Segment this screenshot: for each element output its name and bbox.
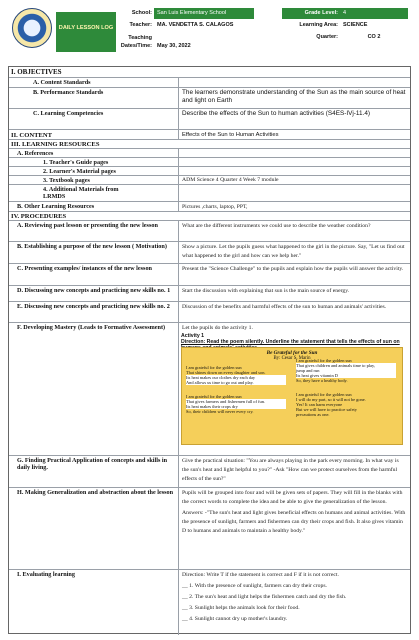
lesson-table <box>8 66 411 634</box>
poem-stanza-2: I am grateful for the golden sun That gives farmers and fishermen full of fun. Its heat makes their crops dry So, their children will never every cry. <box>186 394 286 414</box>
dates-label: Teaching Dates/Time: <box>120 35 152 49</box>
procedure-f-label: F. Developing Mastery (Leads to Formative Assessment) <box>17 324 166 331</box>
procedure-h-value-1: Pupils will be grouped into four and will be given sets of papers. They will fill in the blanks with the correct words to complete the idea and be able to give the generalization of the lesson. <box>182 490 403 505</box>
quarter-value: CO 2 <box>367 34 381 40</box>
performance-standards-row <box>9 87 410 108</box>
procedure-b-label: B. Establishing a purpose of the new lesson ( Motivation) <box>17 243 167 250</box>
procedure-h-row <box>9 487 410 569</box>
competencies-label: C. Learning Competencies <box>33 110 104 117</box>
textbook-value: ADM Science 4 Quarter 4 Week 7 module <box>182 177 279 183</box>
additional-row <box>9 184 410 201</box>
content-row <box>9 129 410 139</box>
procedure-e-row <box>9 301 410 322</box>
textbook-label: 3. Textbook pages <box>43 177 90 184</box>
content-standards-row <box>9 77 410 87</box>
poem-stanza-4: I am grateful for the golden sun I will do my part, so it will not be gone. Yes! It can harm everyone But we will have to practice safety precautions as one. <box>296 392 366 417</box>
competencies-value: Describe the effects of the Sun to human activities (S4ES-IVj-11.4) <box>182 110 371 117</box>
teacher-label: Teacher: <box>129 22 152 28</box>
procedure-d-value: Start the discussion with explaining that sun is the main source of energy. <box>182 288 350 294</box>
content-value: Effects of the Sun to Human Activities <box>182 132 279 138</box>
header <box>10 8 408 64</box>
evaluation-item: __ 3. Sunlight helps the animals look for their food. <box>182 605 300 611</box>
poem-author: By: Cesar S. Marin <box>273 356 311 361</box>
resources-row <box>9 139 410 148</box>
objectives-row <box>9 67 410 77</box>
procedure-e-label: E. Discussing new concepts and practicing new skills no. 2 <box>17 303 170 310</box>
procedure-d-row <box>9 285 410 301</box>
poem-stanza-3: I am grateful for the golden sun That gives children and animals time to play, jump and run Its heat gives vitamin D So, they have a healthy body. <box>296 358 396 383</box>
procedure-a-label: A. Reviewing past lesson or presenting the new lesson <box>17 222 158 229</box>
procedure-i-label: I. Evaluating learning <box>17 571 75 578</box>
procedure-i-row <box>9 569 410 635</box>
procedure-f-row <box>9 322 410 455</box>
procedure-i-direction: Direction: Write T if the statement is correct and F if it is not correct. <box>182 572 339 578</box>
teacher-value: MA. VENDETTA S. CALAGOS <box>157 22 234 28</box>
competencies-row <box>9 108 410 129</box>
grade-value: 4 <box>340 8 408 19</box>
procedure-h-label: H. Making Generalization and abstraction about the lesson <box>17 489 174 496</box>
procedure-b-row <box>9 241 410 263</box>
performance-standards-label: B. Performance Standards <box>33 89 104 96</box>
additional-label: 4. Additional Materials from LRMDS <box>43 186 119 201</box>
evaluation-item: __ 2. The sun's heat and light helps the fishermen catch and dry the fish. <box>182 594 347 600</box>
textbook-row <box>9 175 410 184</box>
poem-title: Be Grateful for the Sun <box>266 350 318 356</box>
content-standards-label: A. Content Standards <box>33 79 91 86</box>
lm-label: 2. Learner's Material pages <box>43 168 116 175</box>
deped-seal-icon <box>12 8 52 48</box>
content-heading: II. CONTENT <box>11 132 53 139</box>
other-resources-row <box>9 201 410 211</box>
objectives-heading: I. OBJECTIVES <box>11 68 62 76</box>
activity-title: Activity 1 <box>181 333 205 339</box>
procedure-b-value: Show a picture. Let the pupils guess what happened to the girl in the picture. Say, "Let us find out what happened to the girl and how can we help her." <box>182 244 405 259</box>
dates-value: May 30, 2022 <box>157 43 191 49</box>
activity-box <box>181 333 403 455</box>
procedure-h-value-2: Answers: -"The sun's heat and light gives beneficial effects on humans and animal activities. With the presence of sunlight, farmers and fishermen can dry their crops and fish. It also gives vitamin D to humans and animals to maintain a healthy body." <box>182 510 406 534</box>
references-row <box>9 148 410 157</box>
grade-label: Grade Level: <box>282 8 340 19</box>
procedure-c-row <box>9 263 410 285</box>
procedure-a-value: What are the different instruments we could use to describe the weather condition? <box>182 223 371 229</box>
references-label: A. References <box>17 150 54 157</box>
procedures-heading: IV. PROCEDURES <box>11 213 67 220</box>
poem-box <box>181 347 403 445</box>
performance-standards-value: The learners demonstrate understanding of the Sun as the main source of heat and light on Earth <box>182 89 406 105</box>
school-value: San Luis Elementary School <box>154 8 254 19</box>
procedure-d-label: D. Discussing new concepts and practicing new skills no. 1 <box>17 287 171 294</box>
procedures-row <box>9 211 410 220</box>
tg-label: 1. Teacher's Guide pages <box>43 159 109 166</box>
activity-instruction: Direction: Read the poem silently. Underline the statement that tells the effects of sun on <box>181 339 400 345</box>
procedure-c-label: C. Presenting examples/ instances of the new lesson <box>17 265 152 272</box>
procedure-e-value: Discussion of the benefits and harmful effects of the sun to human and animals' activities. <box>182 304 387 310</box>
other-resources-value: Pictures ,charts, laptop, PPT, <box>182 204 248 210</box>
poem-stanza-1: I am grateful for the golden sun That shines down on every daughter and son. Its heat makes our clothes dry each day And allows us time to go out and play. <box>186 365 286 385</box>
other-resources-label: B. Other Learning Resources <box>17 203 95 210</box>
procedure-g-row <box>9 455 410 487</box>
evaluation-item: __ 1. With the presence of sunlight, farmers can dry their crops. <box>182 583 327 589</box>
school-label: School: <box>131 10 152 16</box>
tg-row <box>9 157 410 166</box>
daily-lesson-log-badge: DAILY LESSON LOG <box>56 12 116 52</box>
lm-row <box>9 166 410 175</box>
area-value: SCIENCE <box>343 22 368 28</box>
area-label: Learning Area: <box>299 22 338 28</box>
evaluation-item: __ 4. Sunlight cannot dry up mother's laundry. <box>182 616 288 622</box>
procedure-f-value: Let the pupils do the activity 1. <box>182 325 253 331</box>
resources-heading: III. LEARNING RESOURCES <box>11 141 100 148</box>
procedure-a-row <box>9 220 410 241</box>
procedure-g-label: G. Finding Practical Application of concepts and skills in daily living. <box>17 457 168 472</box>
quarter-label: Quarter: <box>316 34 338 40</box>
procedure-g-value: Give the practical situation: "You are always playing in the park every morning. In what way is the sun's heat and light helpful to you?" -Ask "How can we protect ourselves from the harmful effects of the sun?" <box>182 458 399 482</box>
procedure-c-value: Present the "Science Challenge" to the pupils and explain how the pupils will answer the activity. <box>182 266 404 272</box>
